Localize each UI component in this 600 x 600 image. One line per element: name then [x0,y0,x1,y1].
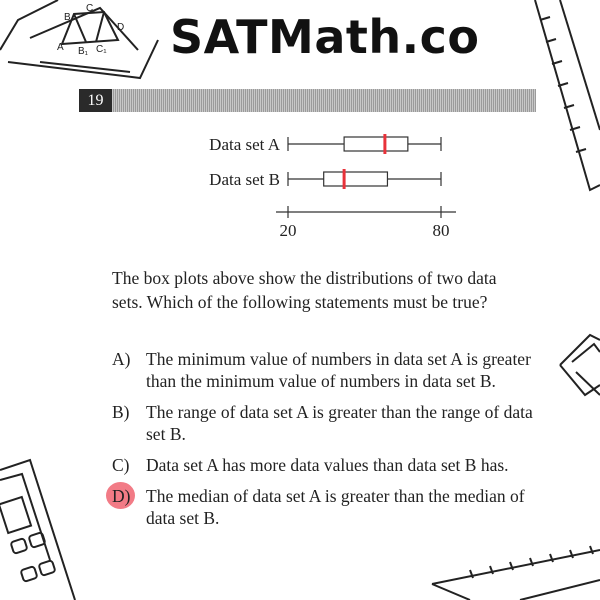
choice-letter: A) [112,349,131,369]
answer-choice-b[interactable] [112,401,542,445]
answer-choice-d[interactable] [112,485,542,529]
choice-letter: D) [112,486,131,506]
answer-choice-c[interactable] [112,454,542,476]
answer-choice-a[interactable] [112,348,542,392]
choice-text: The range of data set A is greater than the range of data set B. [146,402,533,444]
svg-text:C: C [86,3,94,14]
brand-title: SATMath.co [170,10,480,64]
choice-text: Data set A has more data values than data set B has. [146,455,509,475]
question-number: 19 [79,89,112,112]
choice-letter: C) [112,455,130,475]
svg-text:A: A [57,42,64,53]
svg-text:B: B [64,12,71,23]
x-tick-label: 20 [279,221,297,240]
svg-text:D: D [117,22,125,33]
series-label: Data set B [209,170,280,189]
svg-text:B₁: B₁ [78,46,89,57]
question-text: The box plots above show the distributions of two data sets. Which of the following statements must be true? [112,268,497,312]
choice-text: The minimum value of numbers in data set A is greater than the minimum value of numbers in data set B. [146,349,531,391]
svg-text:C₁: C₁ [96,44,107,55]
iqr-box [344,137,408,151]
choice-text: The median of data set A is greater than the median of data set B. [146,486,525,528]
iqr-box [324,172,388,186]
series-label: Data set A [209,135,280,154]
answer-choices [112,348,542,538]
choice-letter: B) [112,402,130,422]
x-tick-label: 80 [432,221,450,240]
